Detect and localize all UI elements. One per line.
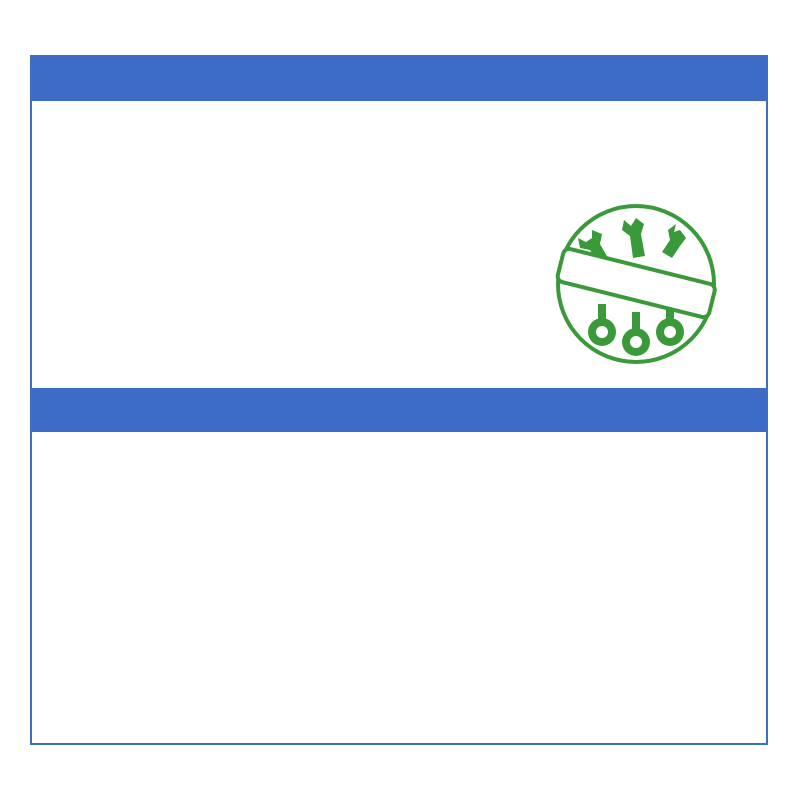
product-info-card (30, 55, 768, 745)
diy-assembly-stamp (552, 200, 720, 368)
notes-header (32, 388, 766, 432)
product-info-header (32, 57, 766, 101)
